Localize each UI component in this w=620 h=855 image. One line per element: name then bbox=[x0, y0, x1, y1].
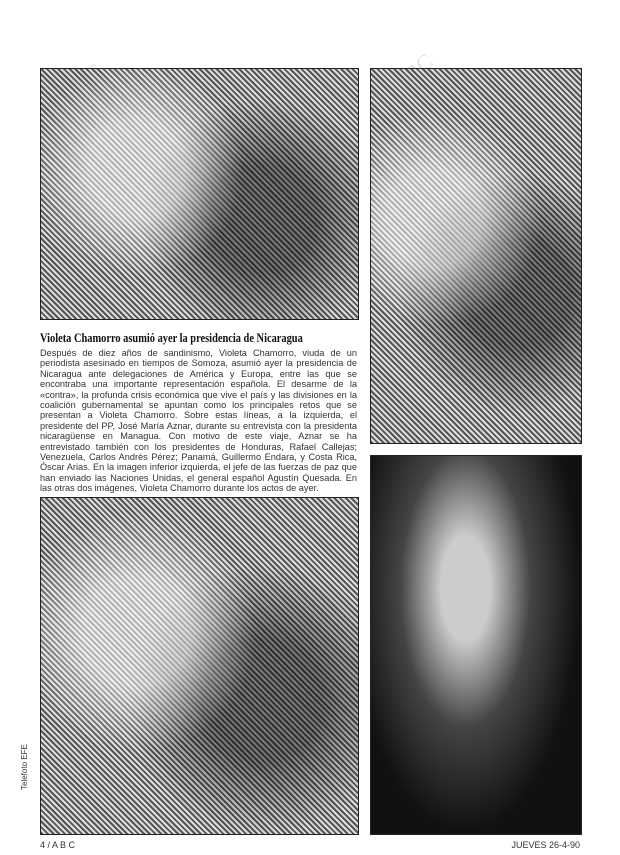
photo-chamorro-ceremony bbox=[370, 68, 582, 444]
photo-credit: Telefoto EFE bbox=[20, 744, 29, 790]
issue-date: JUEVES 26-4-90 bbox=[511, 840, 580, 850]
page-number: 4 / A B C bbox=[40, 840, 76, 850]
photo-chamorro-portrait bbox=[370, 455, 582, 835]
photo-chamorro-aznar bbox=[40, 68, 359, 320]
article-body: Después de diez años de sandinismo, Violeta Chamorro, viuda de un periodista asesinado en tiempos de Somoza, asumió ayer la presidencia de Nicaragua ante delegaciones de América y Europa, entre las que se encontraba una importante representación española. El desarme de la «contra», la profunda crisis económica que vive el país y las divisiones en la coalición gubernamental se apuntan como los principales retos que se presentan a Violeta Chamorro. Sobre estas líneas, a la izquierda, el presidente del PP, José María Aznar, durante su entrevista con la presidenta nicaragüense en Managua. Con motivo de este viaje, Aznar se ha entrevistado también con los presidentes de Honduras, Rafael Callejas; Venezuela, Carlos Andrés Pérez; Panamá, Guillermo Endara, y Costa Rica, Óscar Arias. En la imagen inferior izquierda, el jefe de las fuerzas de paz que han enviado las Naciones Unidas, el general español Agustín Quesada. En las otras dos imágenes, Violeta Chamorro durante los actos de ayer. bbox=[40, 348, 357, 494]
article-headline: Violeta Chamorro asumió ayer la presidencia de Nicaragua bbox=[40, 330, 303, 345]
photo-general-quesada bbox=[40, 497, 359, 835]
